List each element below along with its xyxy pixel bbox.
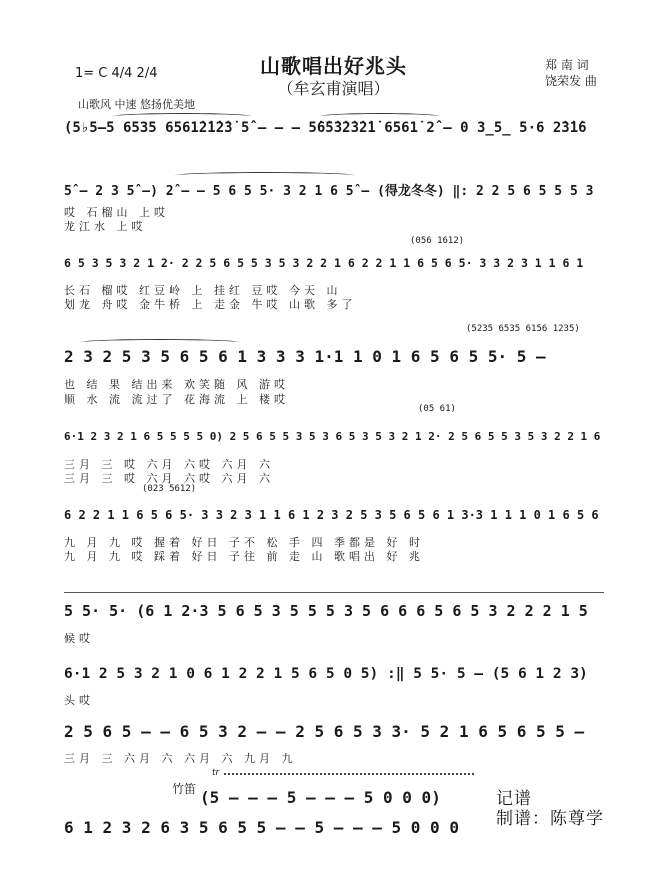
lyrics-verse-2: 划龙 舟哎 金牛桥 上 走金 牛哎 山歌 多了 [64, 298, 357, 311]
score-row-1 [64, 120, 604, 144]
score-row-9 [64, 722, 604, 746]
notation-line: 6·1 2 3 2 1 6 5 5 5 5 0) 2 5 6 5 5 3 5 3 6 5 3 5 3 2 1 2· 2 5 6 5 5 3 5 3 2 2 1 6 [64, 430, 601, 443]
lyrics-verse-1: 九 月 九 哎 握着 好日 子不 松 手 四 季都是 好 时 [64, 536, 424, 549]
lyrics-verse-2: 九 月 九 哎 踩着 好日 子往 前 走 山 歌唱出 好 兆 [64, 550, 424, 563]
notation-line: (5♭5—5 6535 6561̇2̇1̇2̇3̇ 5̂ — — — 5̇6̇5̇3̇2̇3̇2̇1̇ 6561̇ 2̂ — 0 3̲5̲ 5·6 2̇3̇1̇6 [64, 120, 587, 136]
lyrics-verse-2: 龙江水 上哎 [64, 220, 147, 233]
notation-line: 6 2 2 1 1 6 5 6 5· 3 3 2 3 1 1 6 1 2 3 2 5 3 5 6 5 6 1 3·3 1 1 1 0 1 6 5 6 [64, 508, 599, 522]
notation-line: 6 5 3 5 3 2 1 2· 2 2 5 6 5 5 3 5 3 2 2 1 6 2 2 1 1 6 5 6 5· 3 3 2 3 1 1 6 1 [64, 256, 584, 270]
score-row-2 [64, 180, 604, 204]
tempo-marking: 山歌风 中速 悠扬优美地 [78, 98, 195, 111]
notation-line: (5 — — — 5 — — — 5 0 0 0) [200, 788, 441, 807]
slur [175, 172, 355, 179]
notation-line: 6·1 2 5 3 2 1 0 6 1 2 2 1 5 6 5 0 5) :‖ 5 5· 5 — (5 6 1 2 3) [64, 666, 588, 682]
recorder-credit: 记谱 [496, 789, 532, 809]
notation-line: 5̂ — 2 3 5̂ —) 2̂ — — 5 6 5 5· 3 2 1 6 5̂ — (得龙冬冬) ‖: 2 2 5 6 5 5 5 3 [64, 184, 594, 199]
lyrics-verse-1: 长石 榴哎 红豆岭 上 挂红 豆哎 今天 山 [64, 284, 342, 297]
ornament-bracket: (05 61) [418, 404, 456, 414]
score-row-4 [64, 347, 604, 371]
lyrics-verse-2: 三月 三 哎 六月 六哎 六月 六 [64, 472, 274, 485]
notation-line: 2 5 6 5 — — 6 5 3 2 — — 2 5 6 5 3 3· 5 2 1 6 5 6 5 5 — [64, 722, 585, 741]
lyrics-verse-1: 候哎 [64, 632, 94, 645]
slur [320, 113, 440, 120]
lyrics-verse-1: 三月 三 哎 六月 六哎 六月 六 [64, 458, 274, 471]
notation-line: 5 5· 5· (6 1 2·3 5 6 5 3 5 5 5 3 5 6 6 6 5 6 5 3 2 2 2 1 5 [64, 602, 588, 620]
lyrics-verse-1: 三月 三 六月 六 六月 六 九月 九 [64, 752, 297, 765]
instrument-label: 竹笛 [172, 782, 197, 796]
lyrics-verse-1: 哎 石榴山 上哎 [64, 206, 169, 219]
lyricist-credit: 郑 南 词 [545, 58, 589, 72]
trill-mark: tr [212, 768, 220, 778]
slur [112, 113, 252, 120]
lyrics-verse-1: 也 结 果 结出来 欢笑随 风 游哎 [64, 378, 289, 391]
key-signature: 1= C 4/4 2/4 [75, 66, 158, 81]
score-row-8 [64, 666, 604, 690]
trill-line [224, 773, 474, 775]
notation-line: 2 3 2 5 3 5 6 5 6 1 3 3 3 1·1 1 0 1 6 5 6 5 5· 5 — [64, 347, 546, 366]
composer-credit: 饶荣发 曲 [545, 74, 597, 88]
lyrics-verse-1: 头哎 [64, 694, 94, 707]
score-row-6 [64, 508, 604, 532]
repeat-slur [64, 592, 604, 593]
song-subtitle: （牟玄甫演唱） [277, 79, 390, 98]
score-row-7 [64, 602, 604, 626]
song-title: 山歌唱出好兆头 [260, 54, 407, 78]
score-row-10 [200, 788, 490, 812]
ornament-bracket: (5235 6535 6156 1235) [466, 324, 580, 334]
notation-line: 6 1 2 3 2 6 3 5 6 5 5 — — 5 — — — 5 0 0 0 [64, 818, 459, 837]
score-row-3 [64, 256, 604, 280]
producer-credit: 制谱：陈尊学 [496, 809, 604, 829]
ornament-bracket: (023 5612) [142, 484, 197, 494]
ornament-bracket: (056 1612) [410, 236, 465, 246]
lyrics-verse-2: 顺 水 流 流过了 花海流 上 楼哎 [64, 393, 289, 406]
slur [80, 339, 240, 346]
score-row-5 [64, 430, 604, 454]
